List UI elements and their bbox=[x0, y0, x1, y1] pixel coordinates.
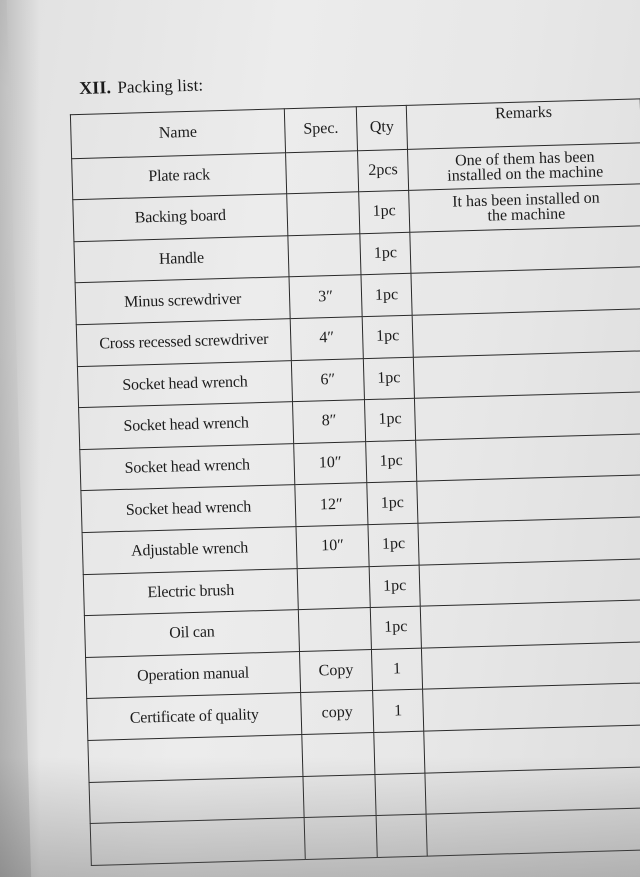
cell-remarks bbox=[407, 142, 640, 190]
lighting-shadow-bottom bbox=[0, 757, 640, 877]
cell-qty: 1pc bbox=[359, 191, 410, 234]
cell-remarks bbox=[410, 226, 640, 274]
section-heading bbox=[79, 75, 204, 99]
cell-remarks bbox=[409, 184, 640, 232]
cell-name: Operation manual bbox=[86, 651, 301, 699]
cell-name: Socket head wrench bbox=[81, 485, 296, 533]
cell-remarks bbox=[423, 683, 640, 731]
cell-remarks bbox=[419, 558, 640, 606]
header-name: Name bbox=[70, 109, 285, 159]
cell-qty: 1pc bbox=[370, 606, 421, 649]
paper-sheet bbox=[6, 0, 640, 877]
cell-qty: 1 bbox=[373, 689, 424, 732]
cell-spec: 10″ bbox=[294, 441, 367, 485]
header-remarks: Remarks bbox=[406, 99, 640, 149]
cell-qty: 1pc bbox=[360, 232, 411, 275]
cell-name: Electric brush bbox=[83, 568, 298, 616]
cell-remarks bbox=[413, 350, 640, 398]
cell-qty: 1 bbox=[371, 648, 422, 691]
cell-name: Socket head wrench bbox=[77, 360, 292, 408]
cell-name: Backing board bbox=[73, 194, 288, 242]
remark-line: the machine bbox=[487, 205, 566, 226]
cell-remarks bbox=[417, 475, 640, 523]
cell-name: Minus screwdriver bbox=[75, 277, 290, 325]
cell-spec: 4″ bbox=[290, 317, 363, 361]
cell-name: Certificate of quality bbox=[87, 693, 302, 741]
cell-remarks bbox=[416, 433, 640, 481]
cell-spec: 3″ bbox=[289, 275, 362, 319]
header-qty: Qty bbox=[356, 105, 407, 150]
remark-line: One of them has been bbox=[454, 148, 595, 170]
cell-name: Oil can bbox=[84, 610, 299, 658]
cell-qty: 1pc bbox=[362, 315, 413, 358]
cell-remarks bbox=[412, 309, 640, 357]
cell-qty: 1pc bbox=[369, 565, 420, 608]
cell-name: Adjustable wrench bbox=[82, 527, 297, 575]
cell-spec bbox=[288, 234, 361, 278]
cell-qty: 1pc bbox=[363, 357, 414, 400]
cell-name: Socket head wrench bbox=[80, 443, 295, 491]
cell-remarks bbox=[414, 392, 640, 440]
packing-table-wrapper bbox=[70, 98, 640, 865]
cell-name: Handle bbox=[74, 236, 289, 284]
cell-qty: 1pc bbox=[366, 440, 417, 483]
cell-name: Plate rack bbox=[72, 152, 287, 200]
cell-spec bbox=[298, 608, 371, 652]
header-spec: Spec. bbox=[284, 107, 357, 153]
cell-qty: 1pc bbox=[368, 523, 419, 566]
cell-qty: 1pc bbox=[361, 274, 412, 317]
cell-name: Socket head wrench bbox=[79, 402, 294, 450]
cell-spec: 8″ bbox=[293, 400, 366, 444]
cell-name: Cross recessed screwdriver bbox=[76, 319, 291, 367]
cell-qty: 1pc bbox=[367, 482, 418, 525]
remark-line: installed on the machine bbox=[447, 163, 604, 185]
cell-spec bbox=[287, 192, 360, 236]
section-number: XII. bbox=[78, 77, 112, 98]
cell-remarks bbox=[411, 267, 640, 315]
cell-spec: copy bbox=[301, 691, 374, 735]
section-title: Packing list: bbox=[117, 75, 204, 97]
cell-remarks bbox=[421, 641, 640, 689]
cell-spec: 10″ bbox=[296, 525, 369, 569]
cell-remarks bbox=[420, 600, 640, 648]
cell-remarks bbox=[418, 517, 640, 565]
cell-spec: 6″ bbox=[291, 358, 364, 402]
lighting-shadow-left bbox=[0, 0, 40, 877]
cell-qty: 1pc bbox=[364, 398, 415, 441]
cell-spec bbox=[286, 150, 359, 194]
cell-spec: Copy bbox=[299, 649, 372, 693]
cell-qty: 2pcs bbox=[358, 149, 409, 192]
cell-spec bbox=[297, 566, 370, 610]
cell-spec: 12″ bbox=[295, 483, 368, 527]
remark-line: It has been installed on bbox=[451, 189, 600, 212]
packing-list-table bbox=[70, 98, 640, 865]
